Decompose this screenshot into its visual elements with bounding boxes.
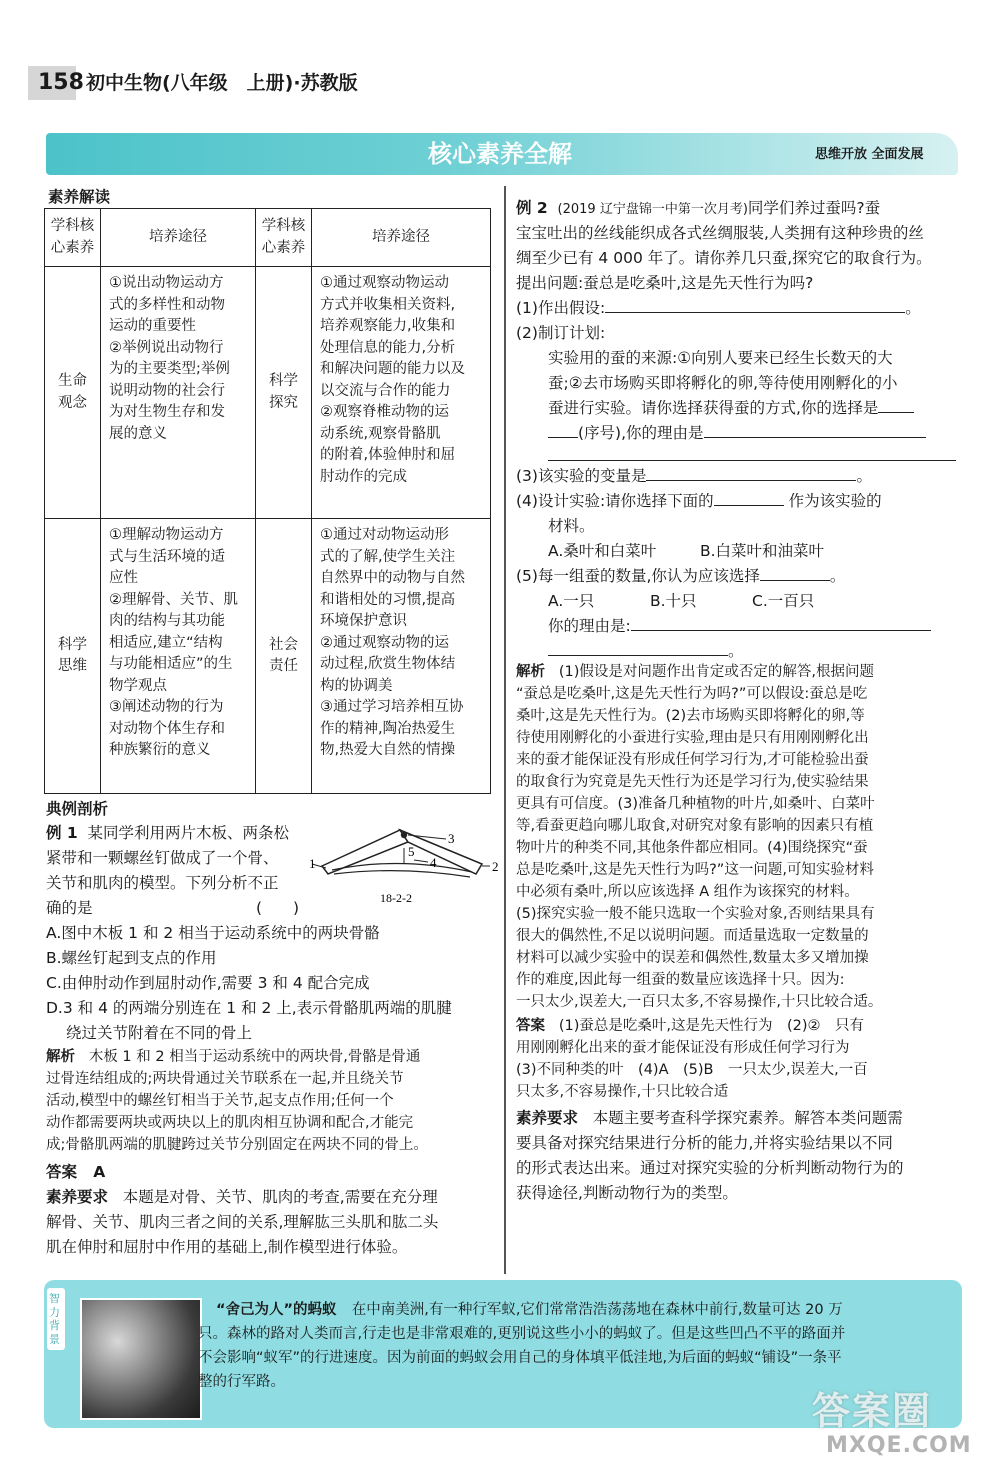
question-5-option-c: C.一百只 xyxy=(752,592,815,610)
row-content: ①通过观察动物运动 方式并收集相关资料, 培养观察能力,收集和 处理信息的能力,分析 和解决问题的能力以及 以交流与合作的能力 ②观察脊椎动物的运 动系统,观察骨骼肌 的附着,体验伸肘和屈 肘动作的完成 xyxy=(312,267,491,519)
analysis-line: 等,看蚕更趋向哪儿取食,对研究对象有影响的因素只有植 xyxy=(516,818,874,834)
table-row xyxy=(45,267,491,519)
column-divider xyxy=(504,186,506,1274)
example2-tag: 例 2 xyxy=(516,199,548,217)
question-4-option-a: A.桑叶和白菜叶 xyxy=(548,542,657,560)
sidebar-text: “舍己为人”的蚂蚁 在中南美洲,有一种行军蚁,它们常常浩浩荡荡地在森林中前行,数量可达 20 万 xyxy=(216,1302,843,1318)
option-c: C.由伸肘动作到屈肘动作,需要 3 和 4 配合完成 xyxy=(46,974,370,992)
sidebar-text-line: 只。森林的路对人类而言,行走也是非常艰难的,更别说这些小小的蚂蚁了。但是这些凹凸不平的路面并 xyxy=(198,1326,846,1342)
analysis-line: 来的蚕才能保证没有形成任何学习行为,才可能检验出蚕 xyxy=(516,752,869,768)
row-label: 生命 观念 xyxy=(45,267,101,519)
analysis-line: 的取食行为究竟是先天性行为还是学习行为,使实验结果 xyxy=(516,774,869,790)
answer-blank[interactable] xyxy=(760,566,830,581)
sidebar-tab-label: 智力背景 xyxy=(49,1292,60,1346)
answer-blank[interactable] xyxy=(646,466,856,481)
row-content: ①通过对动物运动形 式的了解,使学生关注 自然界中的动物与自然 和谐相处的习惯,提高 环境保护意识 ②通过观察动物的运 动过程,欣赏生物体结 构的协调美 ③通过学习培养相互协 作的精神,陶冶热爱生 物,热爱大自然的情操 xyxy=(312,519,491,794)
question-2: (2)制订计划: xyxy=(516,324,606,342)
analysis-line: 中必须有桑叶,所以应该选择 A 组作为该探究的材料。 xyxy=(516,884,859,900)
analysis-line: 物叶片的种类不同,其他条件都应相同。(4)围绕探究“蚕 xyxy=(516,840,868,856)
analysis-line: “蚕总是吃桑叶,这是先天性行为吗?”可以假设:蚕总是吃 xyxy=(516,686,868,702)
row-label: 科学 探究 xyxy=(256,267,312,519)
analysis-line: 总是吃桑叶,这是先天性行为吗?”这一问题,可知实验材料 xyxy=(516,862,874,878)
analysis-line: 材料可以减少实验中的误差和偶然性,数量太多又增加操 xyxy=(516,950,869,966)
answer-blank[interactable] xyxy=(704,423,926,438)
question-5-option-b: B.十只 xyxy=(650,592,697,610)
header-path-2: 培养途径 xyxy=(312,209,491,267)
example1-stem-line: 关节和肌肉的模型。下列分析不正 xyxy=(46,874,279,892)
example-section-heading: 典例剖析 xyxy=(46,800,109,818)
figure-label-4: 4 xyxy=(430,855,437,870)
analysis-line: 动作都需要两块或两块以上的肌肉相互协调和配合,才能完 xyxy=(46,1115,414,1131)
header-path-1: 培养途径 xyxy=(101,209,256,267)
example2-stem-line: 绸至少已有 4 000 年了。请你养几只蚕,探究它的取食行为。 xyxy=(516,249,932,267)
table-row xyxy=(45,519,491,794)
question-5-option-a: A.一只 xyxy=(548,592,595,610)
literacy-heading: 素养解读 xyxy=(48,188,111,206)
figure-caption: 18-2-2 xyxy=(380,891,412,905)
question-1: (1)作出假设: 。 xyxy=(516,299,921,317)
question-2-text: (序号),你的理由是 xyxy=(548,421,926,445)
example1-tag: 例 1 xyxy=(46,824,78,842)
row-label: 社会 责任 xyxy=(256,519,312,794)
analysis-line: 成;骨骼肌两端的肌腱跨过关节分别固定在两块不同的骨上。 xyxy=(46,1137,428,1153)
example2-analysis: 解析 (1)假设是对问题作出肯定或否定的解答,根据问题 xyxy=(516,664,874,680)
answer-line-text: 用刚刚孵化出来的蚕才能保证没有形成任何学习行为 xyxy=(516,1040,850,1056)
answer-line-text: (3)不同种类的叶 (4)A (5)B 一只太少,误差大,一百 xyxy=(516,1062,868,1078)
requirement-line: 要具备对探究结果进行分析的能力,并将实验结果以不同 xyxy=(516,1134,893,1152)
example2-answer: 答案 (1)蚕总是吃桑叶,这是先天性行为 (2)② 只有 xyxy=(516,1018,865,1034)
example2-stem-line: 提出问题:蚕总是吃桑叶,这是先天性行为吗? xyxy=(516,274,814,292)
analysis-line: 一只太少,误差大,一百只太多,不容易操作,十只比较合适。 xyxy=(516,994,883,1010)
analysis-line: 过骨连结组成的;两块骨通过关节联系在一起,并且绕关节 xyxy=(46,1071,404,1087)
example1-stem: 例 1 某同学利用两片木板、两条松 xyxy=(46,824,290,842)
army-ant-photo xyxy=(80,1298,202,1420)
literacy-table xyxy=(44,208,491,794)
question-5-reason: 你的理由是: xyxy=(548,614,931,638)
answer-blank[interactable] xyxy=(548,423,578,438)
example1-requirement: 素养要求 本题是对骨、关节、肌肉的考查,需要在充分理 xyxy=(46,1188,438,1206)
header-discipline-1: 学科核心素养 xyxy=(45,209,101,267)
example2-stem-line: 宝宝吐出的丝线能织成各式丝绸服装,人类拥有这种珍贵的丝 xyxy=(516,224,924,242)
example1-stem-line: 确的是 xyxy=(46,899,93,917)
example1-analysis: 解析 木板 1 和 2 相当于运动系统中的两块骨,骨骼是骨通 xyxy=(46,1049,421,1065)
question-2-text: 蚕进行实验。请你选择获得蚕的方式,你的选择是 xyxy=(548,396,914,420)
analysis-line: (5)探究实验一般不能只选取一个实验对象,否则结果具有 xyxy=(516,906,875,922)
question-4-text: 材料。 xyxy=(548,517,595,535)
requirement-line: 解骨、关节、肌肉三者之间的关系,理解肱三头肌和肱二头 xyxy=(46,1213,439,1231)
answer-blank[interactable] xyxy=(878,398,914,413)
watermark-logo: 答案圈 xyxy=(812,1389,933,1433)
answer-line xyxy=(548,460,956,461)
row-label: 科学 思维 xyxy=(45,519,101,794)
banner-slogan: 思维开放 全面发展 xyxy=(815,147,924,162)
answer-blank[interactable] xyxy=(714,491,784,506)
question-5: (5)每一组蚕的数量,你认为应该选择 。 xyxy=(516,567,846,585)
answer-blank[interactable] xyxy=(605,298,905,313)
figure-label-2: 2 xyxy=(492,859,499,874)
option-d-cont: 绕过关节附着在不同的骨上 xyxy=(66,1024,253,1042)
analysis-line: 待使用刚孵化的小蚕进行实验,理由是只有用刚刚孵化出 xyxy=(516,730,869,746)
requirement-line: 获得途径,判断动物行为的类型。 xyxy=(516,1184,738,1202)
example2-source: (2019 辽宁盘锦一中第一次月考) xyxy=(557,202,748,217)
watermark-url: MXQE.COM xyxy=(826,1433,972,1458)
figure-label-5: 5 xyxy=(408,844,415,859)
requirement-line: 肌在伸肘和屈肘中作用的基础上,制作模型进行体验。 xyxy=(46,1238,408,1256)
question-2-text: 实验用的蚕的来源:①向别人要来已经生长数天的大 xyxy=(548,349,893,367)
answer-blank[interactable] xyxy=(631,616,931,631)
answer-line-text: 只太多,不容易操作,十只比较合适 xyxy=(516,1084,729,1100)
example1-stem-line: 紧带和一颗螺丝钉做成了一个骨、 xyxy=(46,849,279,867)
header-discipline-2: 学科核心素养 xyxy=(256,209,312,267)
example1-answer: 答案 A xyxy=(46,1163,106,1181)
row-content: ①说出动物运动方 式的多样性和动物 运动的重要性 ②举例说出动物行 为的主要类型;举例 说明动物的社会行 为对生物生存和发 展的意义 xyxy=(101,267,256,519)
requirement-line: 的形式表达出来。通过对探究实验的分析判断动物行为的 xyxy=(516,1159,904,1177)
sidebar-text-line: 不会影响“蚁军”的行进速度。因为前面的蚂蚁会用自己的身体填平低洼地,为后面的蚂蚁“铺设”一条平 xyxy=(198,1350,842,1366)
question-2-text: 蚕;②去市场购买即将孵化的卵,等待使用刚孵化的小 xyxy=(548,374,898,392)
analysis-line: 桑叶,这是先天性行为。(2)去市场购买即将孵化的卵,等 xyxy=(516,708,865,724)
figure-label-3: 3 xyxy=(448,831,455,846)
muscle-model-figure xyxy=(309,822,499,910)
page-header-title: 初中生物(八年级 上册)·苏教版 xyxy=(86,72,358,94)
answer-blank[interactable] xyxy=(548,641,728,656)
question-5-reason-cont: 。 xyxy=(548,639,744,663)
analysis-line: 作的难度,因此每一组蚕的数量应该选择十只。因为: xyxy=(516,972,845,988)
example2-stem: 例 2 (2019 辽宁盘锦一中第一次月考)同学们养过蚕吗?蚕 xyxy=(516,199,881,217)
question-3: (3)该实验的变量是 。 xyxy=(516,467,872,485)
banner-title: 核心素养全解 xyxy=(428,140,572,168)
sidebar-text-line: 整的行军路。 xyxy=(198,1374,285,1390)
figure-label-1: 1 xyxy=(309,856,316,871)
analysis-line: 很大的偶然性,不足以说明问题。而适量选取一定数量的 xyxy=(516,928,869,944)
analysis-line: 活动,模型中的螺丝钉相当于关节,起支点作用;任何一个 xyxy=(46,1093,394,1109)
answer-blank: ( ) xyxy=(256,899,300,917)
question-4-option-b: B.白菜叶和油菜叶 xyxy=(700,542,825,560)
analysis-line: 更具有可信度。(3)准备几种植物的叶片,如桑叶、白菜叶 xyxy=(516,796,875,812)
row-content: ①理解动物运动方 式与生活环境的适 应性 ②理解骨、关节、肌 肉的结构与其功能 相适应,建立“结构 与功能相适应”的生 物学观点 ③阐述动物的行为 对动物个体生存和 种族繁衍的意义 xyxy=(101,519,256,794)
option-b: B.螺丝钉起到支点的作用 xyxy=(46,949,217,967)
page-number: 158 xyxy=(38,70,84,95)
option-d: D.3 和 4 的两端分别连在 1 和 2 上,表示骨骼肌两端的肌腱 xyxy=(46,999,452,1017)
example2-requirement: 素养要求 本题主要考查科学探究素养。解答本类问题需 xyxy=(516,1109,903,1127)
question-4: (4)设计实验:请你选择下面的 作为该实验的 xyxy=(516,492,882,510)
option-a: A.图中木板 1 和 2 相当于运动系统中的两块骨骼 xyxy=(46,924,380,942)
